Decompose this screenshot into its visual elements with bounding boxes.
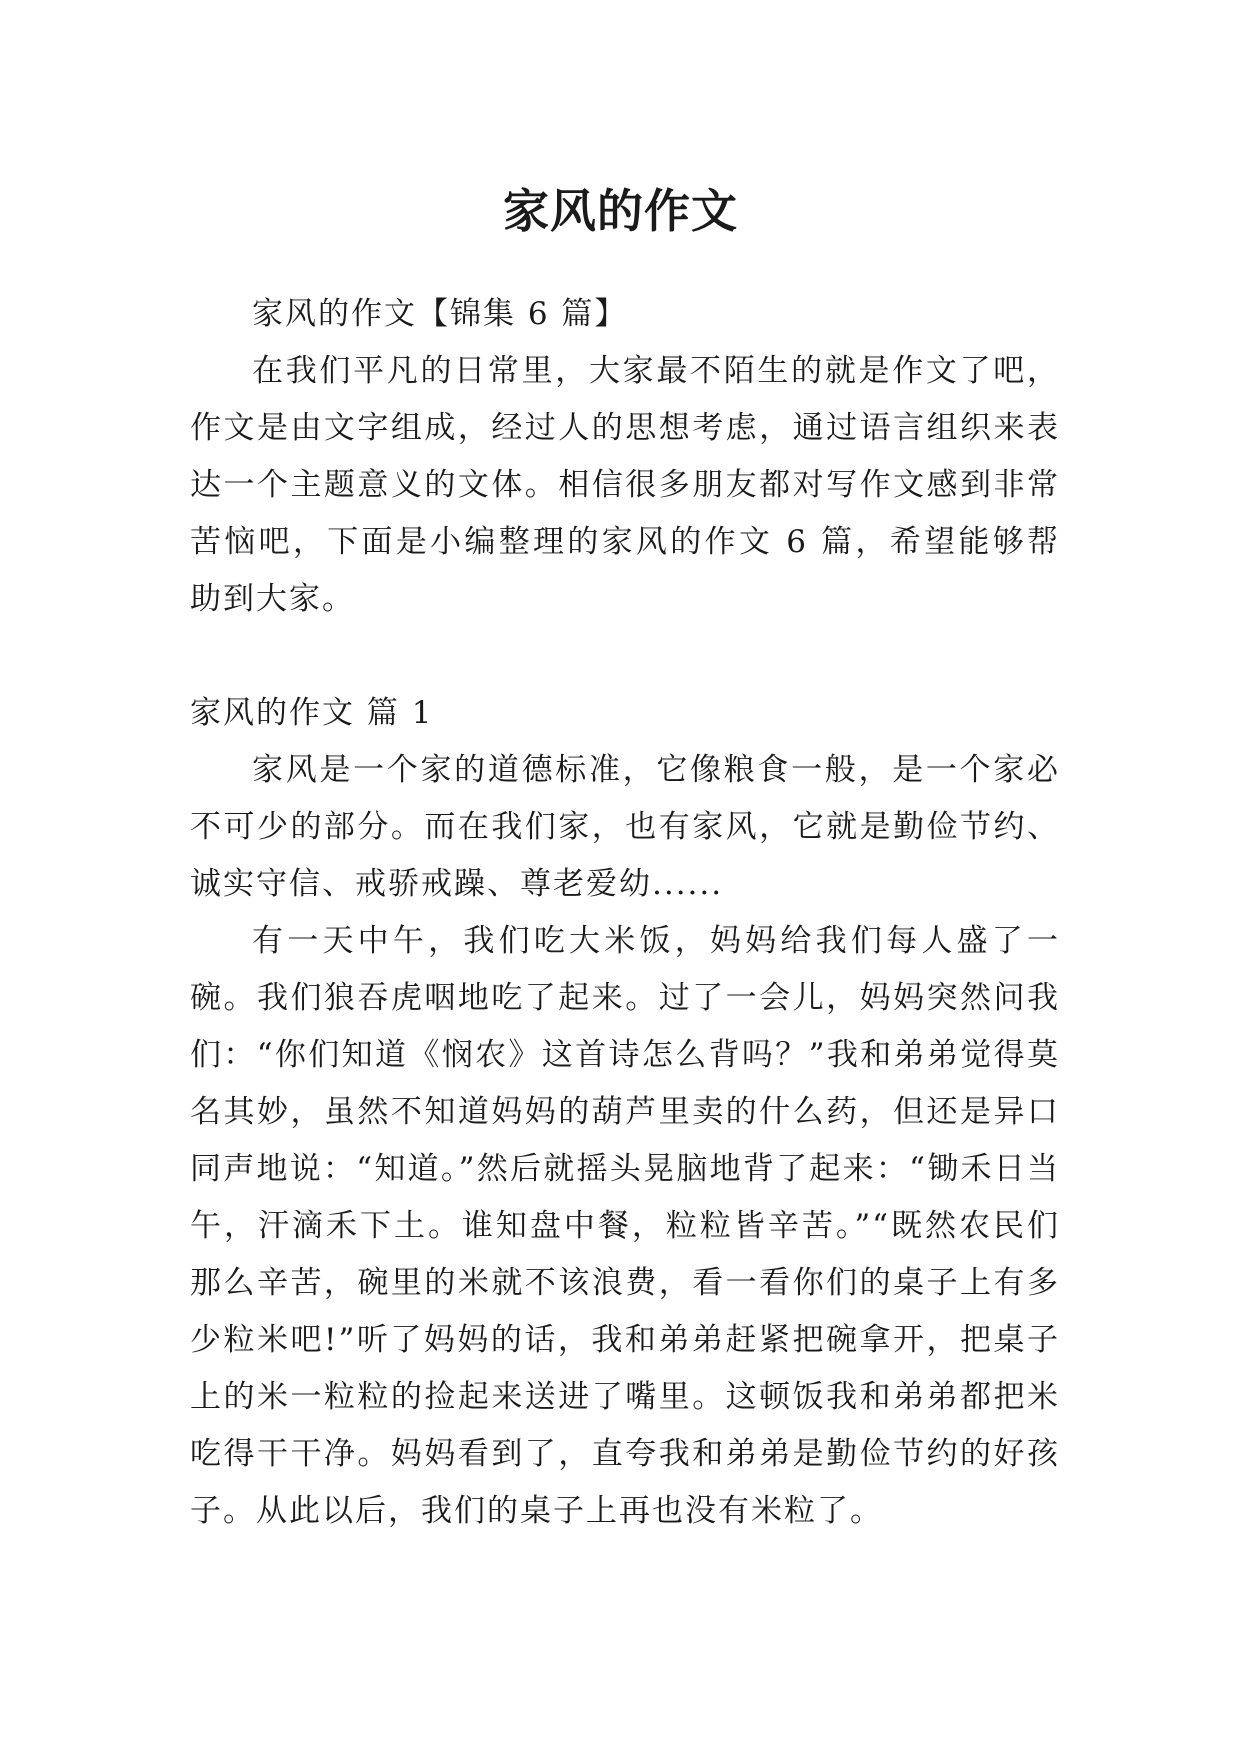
intro-paragraph: 在我们平凡的日常里，大家最不陌生的就是作文了吧，作文是由文字组成，经过人的思想考虑，通过语言组织来表达一个主题意义的文体。相信很多朋友都对写作文感到非常苦恼吧，下面是小编整理的家风的作文 6 篇，希望能够帮助到大家。 (190, 353, 1060, 617)
document-body (190, 286, 1060, 1540)
section-paragraph-1: 家风是一个家的道德标准，它像粮食一般，是一个家必不可少的部分。而在我们家，也有家风，它就是勤俭节约、诚实守信、戒骄戒躁、尊老爱幼...... (190, 752, 1060, 902)
document-subtitle: 家风的作文【锦集 6 篇】 (252, 296, 628, 332)
document-title: 家风的作文 (503, 183, 738, 238)
section-paragraph-2: 有一天中午，我们吃大米饭，妈妈给我们每人盛了一碗。我们狼吞虎咽地吃了起来。过了一会儿，妈妈突然问我们：“你们知道《悯农》这首诗怎么背吗？”我和弟弟觉得莫名其妙，虽然不知道妈妈的葫芦里卖的什么药，但还是异口同声地说：“知道。”然后就摇头晃脑地背了起来：“锄禾日当午，汗滴禾下土。谁知盘中餐，粒粒皆辛苦。”“既然农民们那么辛苦，碗里的米就不该浪费，看一看你们的桌子上有多少粒米吧!”听了妈妈的话，我和弟弟赶紧把碗拿开，把桌子上的米一粒粒的捡起来送进了嘴里。这顿饭我和弟弟都把米吃得干干净。妈妈看到了，直夸我和弟弟是勤俭节约的好孩子。从此以后，我们的桌子上再也没有米粒了。 (190, 923, 1060, 1529)
section-heading: 家风的作文 篇 1 (190, 695, 434, 731)
